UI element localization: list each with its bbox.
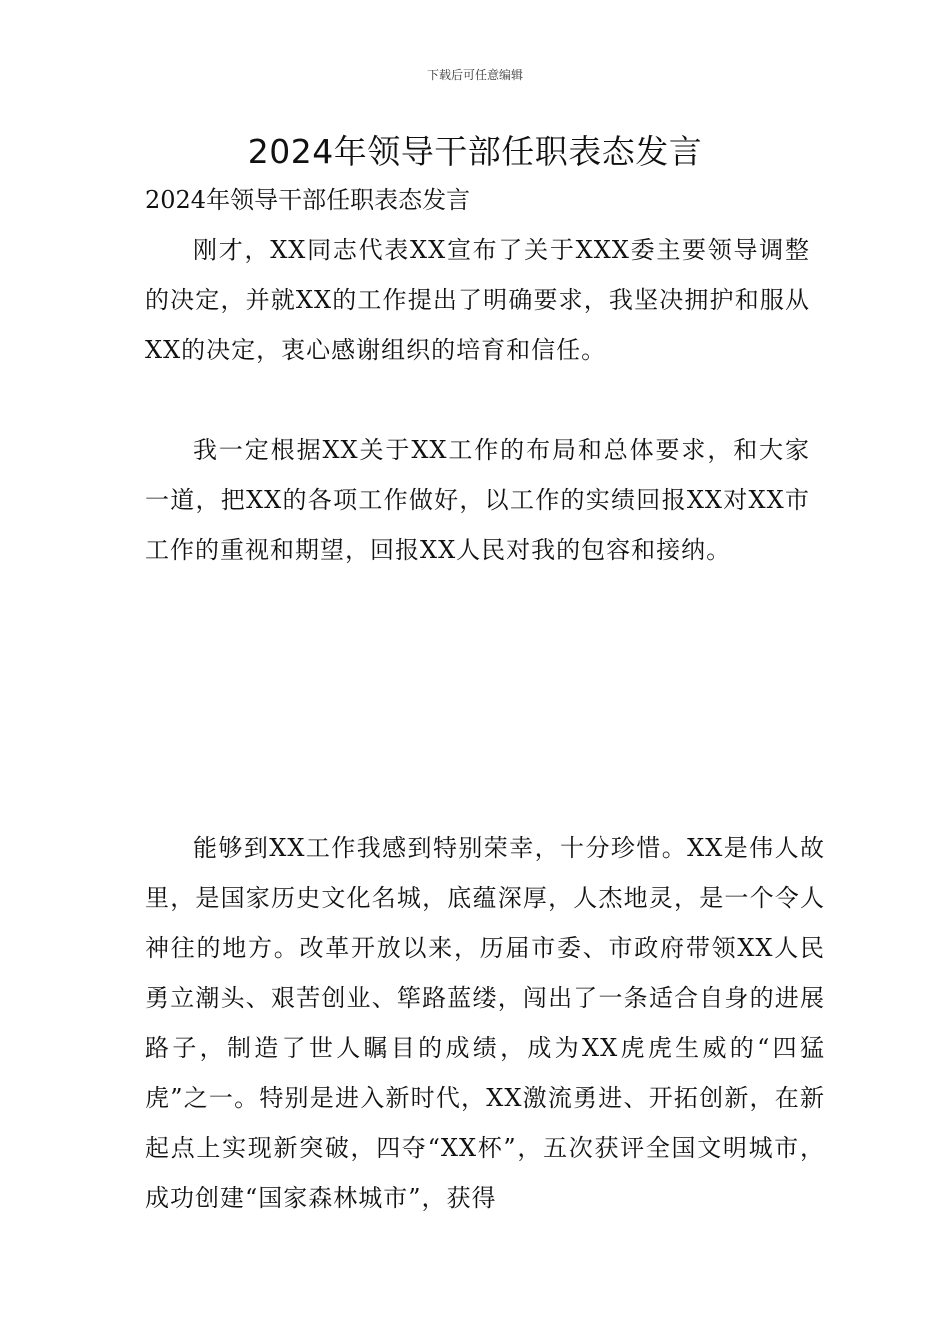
paragraph-2: 我一定根据XX关于XX工作的布局和总体要求，和大家一道，把XX的各项工作做好，以工作的实绩回报XX对XX市工作的重视和期望，回报XX人民对我的包容和接纳。 [145, 436, 810, 564]
paragraph-1: 刚才，XX同志代表XX宣布了关于XXX委主要领导调整的决定，并就XX的工作提出了明确要求，我坚决拥护和服从XX的决定，衷心感谢组织的培育和信任。 [145, 236, 810, 364]
header-note: 下载后可任意编辑 [426, 68, 523, 82]
paragraph-3: 能够到XX工作我感到特别荣幸，十分珍惜。XX是伟人故里，是国家历史文化名城，底蕴深厚，人杰地灵，是一个令人神往的地方。改革开放以来，历届市委、市政府带领XX人民勇立潮头、艰苦创业、筚路蓝缕，闯出了一条适合自身的进展路子，制造了世人瞩目的成绩，成为XX虎虎生威的“四猛虎”之一。特别是进入新时代，XX激流勇进、开拓创新，在新起点上实现新突破，四夺“XX杯”，五次获评全国文明城市，成功创建“国家森林城市”，获得 [145, 834, 825, 1212]
document-subtitle: 2024年领导干部任职表态发言 [145, 186, 471, 214]
document-title: 2024年领导干部任职表态发言 [247, 132, 703, 171]
